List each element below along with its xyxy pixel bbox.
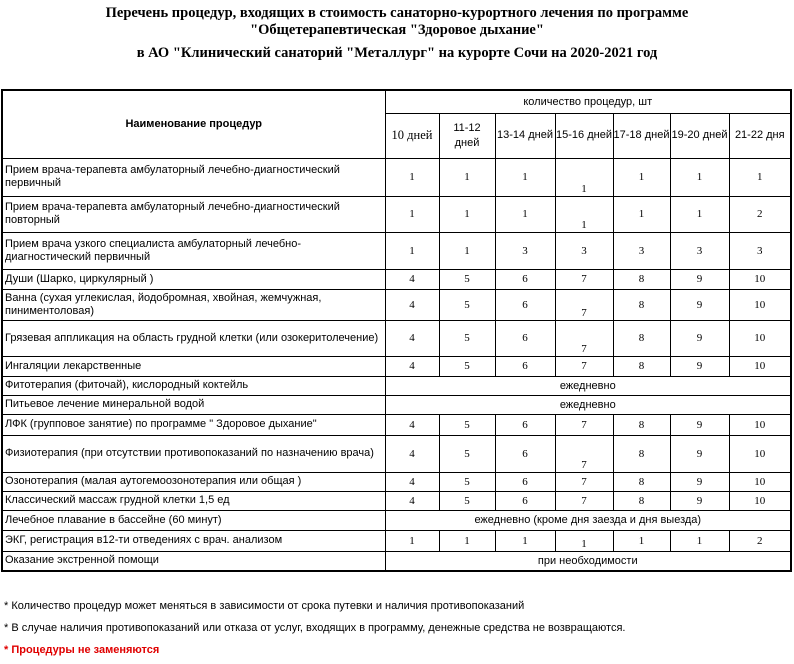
quantity-cell: 1 (439, 158, 495, 196)
day-header: 19-20 дней (670, 113, 729, 158)
quantity-cell: 1 (385, 196, 439, 232)
procedure-name: Прием врача-терапевта амбулаторный лечебно-диагностический повторный (2, 196, 385, 232)
quantity-cell: 9 (670, 289, 729, 320)
quantity-cell: 10 (729, 289, 791, 320)
quantity-cell: 3 (495, 232, 555, 269)
table-row (2, 414, 791, 435)
quantity-cell: 7 (555, 435, 613, 472)
quantity-cell: 1 (613, 196, 670, 232)
day-header: 17-18 дней (613, 113, 670, 158)
frequency-cell: ежедневно (кроме дня заезда и дня выезда) (385, 510, 791, 530)
quantity-cell: 1 (495, 158, 555, 196)
quantity-cell: 8 (613, 435, 670, 472)
note-refund: * В случае наличия противопоказаний или отказа от услуг, входящих в программу, денежные средства не возвращаются. (4, 622, 626, 634)
table-row (2, 196, 791, 232)
note-no-replacement: * Процедуры не заменяются (4, 644, 160, 656)
procedure-name: ЭКГ, регистрация в12-ти отведениях с врач. анализом (2, 530, 385, 551)
quantity-cell: 8 (613, 269, 670, 289)
quantity-cell: 1 (555, 530, 613, 551)
quantity-cell: 1 (670, 530, 729, 551)
quantity-cell: 6 (495, 269, 555, 289)
frequency-cell: ежедневно (385, 395, 791, 414)
procedure-name: Питьевое лечение минеральной водой (2, 395, 385, 414)
quantity-cell: 1 (439, 196, 495, 232)
quantity-cell: 1 (385, 530, 439, 551)
quantity-cell: 4 (385, 491, 439, 510)
table-row (2, 435, 791, 472)
quantity-cell: 10 (729, 472, 791, 491)
quantity-cell: 7 (555, 472, 613, 491)
quantity-cell: 7 (555, 491, 613, 510)
quantity-cell: 3 (555, 232, 613, 269)
note-quantity: * Количество процедур может меняться в зависимости от срока путевки и наличия противопоказаний (4, 600, 525, 612)
table-row (2, 356, 791, 376)
procedure-name: Физиотерапия (при отсутствии противопоказаний по назначению врача) (2, 435, 385, 472)
quantity-cell: 9 (670, 472, 729, 491)
quantity-cell: 2 (729, 530, 791, 551)
quantity-cell: 5 (439, 414, 495, 435)
quantity-cell: 5 (439, 472, 495, 491)
quantity-cell: 9 (670, 269, 729, 289)
quantity-cell: 10 (729, 356, 791, 376)
quantity-cell: 3 (729, 232, 791, 269)
quantity-cell: 1 (613, 530, 670, 551)
quantity-cell: 10 (729, 435, 791, 472)
quantity-cell: 8 (613, 289, 670, 320)
procedure-name: Лечебное плавание в бассейне (60 минут) (2, 510, 385, 530)
quantity-cell: 1 (729, 158, 791, 196)
table-row (2, 232, 791, 269)
quantity-cell: 1 (495, 530, 555, 551)
frequency-cell: при необходимости (385, 551, 791, 571)
quantity-cell: 5 (439, 289, 495, 320)
quantity-cell: 6 (495, 472, 555, 491)
quantity-cell: 5 (439, 356, 495, 376)
quantity-cell: 9 (670, 414, 729, 435)
quantity-cell: 6 (495, 320, 555, 356)
table-row (2, 491, 791, 510)
quantity-cell: 1 (555, 196, 613, 232)
quantity-cell: 8 (613, 472, 670, 491)
quantity-cell: 4 (385, 320, 439, 356)
quantity-cell: 9 (670, 435, 729, 472)
day-header: 11-12 дней (439, 113, 495, 158)
day-header: 21-22 дня (729, 113, 791, 158)
procedure-name: Классический массаж грудной клетки 1,5 ед (2, 491, 385, 510)
quantity-cell: 10 (729, 269, 791, 289)
quantity-cell: 3 (613, 232, 670, 269)
quantity-cell: 1 (439, 530, 495, 551)
procedure-name: Души (Шарко, циркулярный ) (2, 269, 385, 289)
table-row (2, 269, 791, 289)
table-row (2, 510, 791, 530)
quantity-cell: 1 (613, 158, 670, 196)
procedure-name: Оказание экстренной помощи (2, 551, 385, 571)
procedure-name: Прием врача узкого специалиста амбулаторный лечебно-диагностический первичный (2, 232, 385, 269)
quantity-cell: 7 (555, 356, 613, 376)
quantity-cell: 4 (385, 435, 439, 472)
quantity-cell: 4 (385, 414, 439, 435)
quantity-cell: 5 (439, 435, 495, 472)
table-row (2, 320, 791, 356)
table-row (2, 395, 791, 414)
quantity-cell: 8 (613, 356, 670, 376)
quantity-cell: 3 (670, 232, 729, 269)
day-header: 10 дней (385, 113, 439, 158)
table-row (2, 376, 791, 395)
day-header: 15-16 дней (555, 113, 613, 158)
quantity-cell: 9 (670, 356, 729, 376)
quantity-cell: 8 (613, 414, 670, 435)
table-row (2, 530, 791, 551)
quantity-cell: 1 (670, 158, 729, 196)
quantity-cell: 10 (729, 414, 791, 435)
quantity-cell: 8 (613, 491, 670, 510)
title-line-3: в АО "Клинический санаторий "Металлург" на курорте Сочи на 2020-2021 год (136, 45, 658, 61)
quantity-cell: 6 (495, 289, 555, 320)
quantity-cell: 9 (670, 491, 729, 510)
quantity-cell: 4 (385, 472, 439, 491)
quantity-cell: 5 (439, 269, 495, 289)
quantity-cell: 1 (385, 232, 439, 269)
procedure-name: Ванна (сухая углекислая, йодобромная, хвойная, жемчужная, пиниментоловая) (2, 289, 385, 320)
procedure-name: ЛФК (групповое занятие) по программе " Здоровое дыхание" (2, 414, 385, 435)
table-row (2, 472, 791, 491)
quantity-cell: 8 (613, 320, 670, 356)
quantity-cell: 10 (729, 320, 791, 356)
procedure-name: Фитотерапия (фиточай), кислородный коктейль (2, 376, 385, 395)
procedure-name: Прием врача-терапевта амбулаторный лечебно-диагностический первичный (2, 158, 385, 196)
quantity-cell: 2 (729, 196, 791, 232)
day-header: 13-14 дней (495, 113, 555, 158)
quantity-cell: 6 (495, 414, 555, 435)
procedure-name-header: Наименование процедур (2, 90, 385, 158)
quantity-cell: 4 (385, 289, 439, 320)
procedure-name: Ингаляции лекарственные (2, 356, 385, 376)
quantity-cell: 10 (729, 491, 791, 510)
quantity-cell: 1 (385, 158, 439, 196)
procedure-name: Озонотерапия (малая аутогемоозонотерапия или общая ) (2, 472, 385, 491)
quantity-cell: 1 (555, 158, 613, 196)
quantity-cell: 6 (495, 491, 555, 510)
title-line-2: "Общетерапевтическая "Здоровое дыхание" (250, 22, 544, 38)
quantity-cell: 6 (495, 356, 555, 376)
quantity-cell: 6 (495, 435, 555, 472)
quantity-cell: 1 (439, 232, 495, 269)
quantity-cell: 7 (555, 414, 613, 435)
quantity-cell: 5 (439, 320, 495, 356)
table-row (2, 551, 791, 571)
quantity-cell: 5 (439, 491, 495, 510)
quantity-cell: 7 (555, 289, 613, 320)
procedures-table (1, 89, 792, 572)
quantity-cell: 1 (495, 196, 555, 232)
frequency-cell: ежедневно (385, 376, 791, 395)
quantity-cell: 7 (555, 320, 613, 356)
quantity-cell: 9 (670, 320, 729, 356)
quantity-header: количество процедур, шт (385, 90, 791, 113)
table-row (2, 158, 791, 196)
table-row (2, 289, 791, 320)
quantity-cell: 4 (385, 269, 439, 289)
quantity-cell: 4 (385, 356, 439, 376)
quantity-cell: 7 (555, 269, 613, 289)
title-line-1: Перечень процедур, входящих в стоимость санаторно-курортного лечения по программе (105, 5, 689, 21)
procedure-name: Грязевая аппликация на область грудной клетки (или озокеритолечение) (2, 320, 385, 356)
quantity-cell: 1 (670, 196, 729, 232)
